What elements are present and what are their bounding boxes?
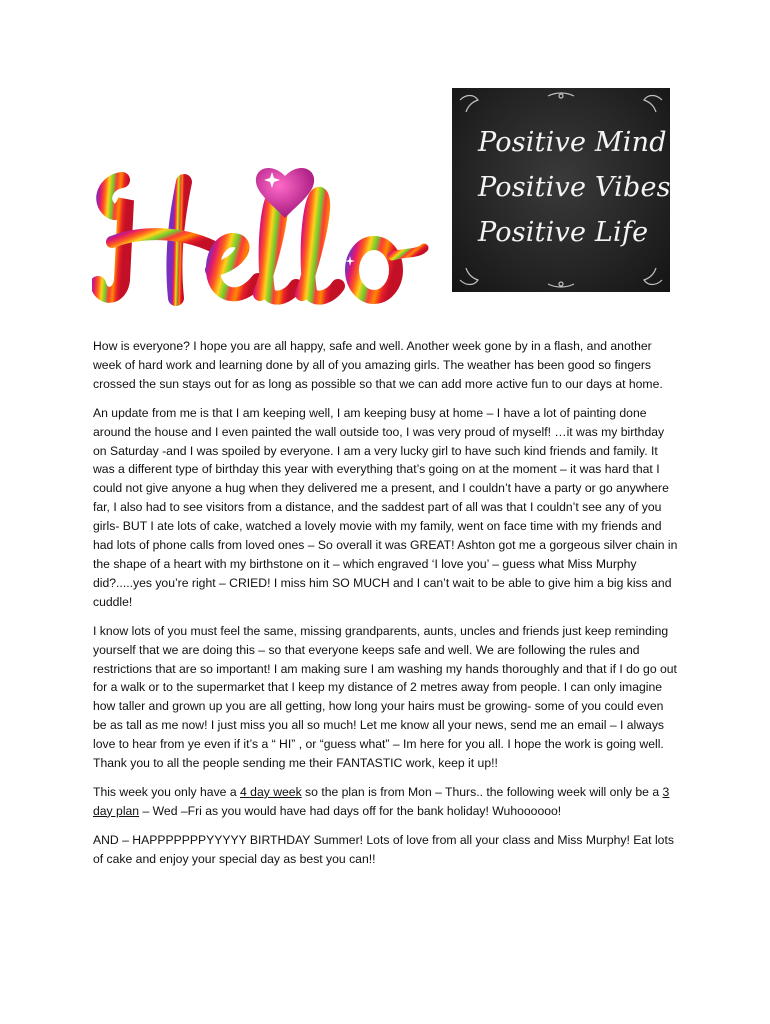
paragraph-birthday: AND – HAPPPPPPPYYYYY BIRTHDAY Summer! Lots of love from all your class and Miss Murphy! Eat lots of cake and enjoy your special day as best you can!! bbox=[93, 832, 674, 866]
chalk-line-2: Positive Vibes bbox=[478, 172, 671, 203]
paragraph-greeting: How is everyone? I hope you are all happy, safe and well. Another week gone by in a flash, and another week of hard work and learning done by all of you amazing girls. The weather has been good so fingers crossed the sun stays out for as long as possible so that we can add more active fun to our days at home. bbox=[93, 339, 663, 391]
paragraph-missing: I know lots of you must feel the same, missing grandparents, aunts, uncles and friends just keep reminding yourself that we are doing this – so that everyone keeps safe and well. We are following the rules and restrictions that are so important! I am making sure I am washing my hands thoroughly and that if I do go out for a walk or to the supermarket that I keep my distance of 2 metres away from people. I can only imagine how taller and grown up you are all getting, how long your hairs must be growing- some of you could even be as tall as me now! I just miss you all so much! Let me know all your news, send me an email – I always love to hear from ye even if it’s a “ HI” , or “guess what” – Im here for you all. I hope the work is going well. Thank you to all the people sending me their FANTASTIC work, keep it up!! bbox=[93, 623, 677, 771]
positive-chalkboard bbox=[452, 88, 670, 292]
paragraph-plan bbox=[93, 783, 679, 821]
plan-text-middle: so the plan is from Mon – Thurs.. the following week will only be a bbox=[301, 784, 663, 799]
plan-text-before: This week you only have a bbox=[93, 784, 241, 799]
hello-graphic bbox=[92, 160, 430, 310]
plan-text-after: – Wed –Fri as you would have had days off for the bank holiday! Wuhoooooo! bbox=[139, 803, 562, 818]
chalk-line-1: Positive Mind bbox=[478, 127, 667, 158]
paragraph-update: An update from me is that I am keeping well, I am keeping busy at home – I have a lot of painting done around the house and I even painted the wall outside too, I was very proud of myself! …it was my birthday on Saturday -and I was spoiled by everyone. I am a very lucky girl to have such kind friends and family. It was a different type of birthday this year with everything that’s going on at the moment – it was hard that I could not give anyone a hug when they delivered me a present, and I couldn’t have a party or go anywhere far, I also had to see visitors from a distance, and the saddest part of all was that I couldn’t see any of you girls- BUT I ate lots of cake, watched a lovely movie with my family, went on face time with my friends and had lots of phone calls from loved ones – So overall it was GREAT! Ashton got me a gorgeous silver chain in the shape of a heart with my birthstone on it – which engraved ‘I love you’ – guess what Miss Murphy did?.....yes you’re right – CRIED! I miss him SO MUCH and I can’t wait to be able to give him a big kiss and cuddle! bbox=[93, 405, 678, 609]
letter-body bbox=[93, 337, 679, 879]
three-day-plan: 3 day plan bbox=[93, 784, 670, 818]
four-day-week: 4 day week bbox=[240, 784, 302, 799]
chalk-line-3: Positive Life bbox=[478, 217, 649, 248]
hello-glitter-image bbox=[92, 160, 430, 310]
